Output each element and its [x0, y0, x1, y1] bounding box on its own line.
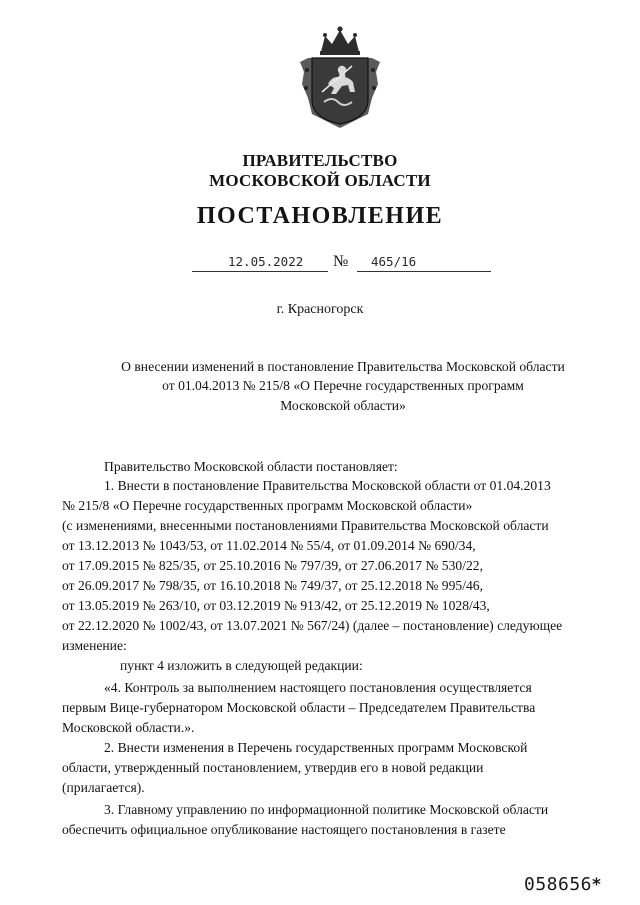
body-line: № 215/8 «О Перечне государственных программ Московской области» — [62, 498, 473, 513]
city-line: г. Красногорск — [276, 302, 364, 317]
body-line: 1. Внести в постановление Правительства Московской области от 01.04.2013 — [104, 478, 551, 493]
body-line: изменение: — [62, 638, 127, 653]
document-subject — [88, 357, 598, 415]
organization-name-line-1: ПРАВИТЕЛЬСТВО — [242, 151, 398, 170]
subject-line: О внесении изменений в постановление Правительства Московской области — [121, 359, 565, 374]
body-line: от 13.12.2013 № 1043/53, от 11.02.2014 № 55/4, от 01.09.2014 № 690/34, — [62, 538, 476, 553]
body-line: от 13.05.2019 № 263/10, от 03.12.2019 № 913/42, от 25.12.2019 № 1028/43, — [62, 598, 490, 613]
number-field — [357, 254, 491, 272]
body-line: первым Вице-губернатором Московской области – Председателем Правительства — [62, 700, 536, 715]
body-line: «4. Контроль за выполнением настоящего постановления осуществляется — [104, 680, 532, 695]
asterisk-icon: * — [592, 875, 602, 895]
subject-line: от 01.04.2013 № 215/8 «О Перечне государственных программ — [162, 378, 524, 394]
body-line: Правительство Московской области постановляет: — [104, 459, 398, 474]
body-line: обеспечить официальное опубликование настоящего постановления в газете — [62, 822, 506, 837]
body-line: от 22.12.2020 № 1002/43, от 13.07.2021 № 567/24) (далее – постановление) следующее — [62, 618, 563, 633]
serial-number: 058656 — [524, 874, 593, 895]
coat-of-arms-emblem — [298, 22, 382, 130]
organization-name-line-2: МОСКОВСКОЙ ОБЛАСТИ — [209, 171, 431, 190]
document-number: 465/16 — [371, 254, 417, 269]
body-line: пункт 4 изложить в следующей редакции: — [120, 658, 363, 673]
number-sign: № — [333, 253, 349, 270]
body-line: от 17.09.2015 № 825/35, от 25.10.2016 № 797/39, от 27.06.2017 № 530/22, — [62, 558, 483, 573]
document-date: 12.05.2022 — [228, 254, 304, 269]
date-field — [192, 254, 328, 272]
serial-number-stamp — [524, 874, 601, 896]
body-line: 2. Внести изменения в Перечень государственных программ Московской — [104, 740, 528, 755]
document-type-title: ПОСТАНОВЛЕНИЕ — [196, 203, 444, 229]
date-number-line — [0, 254, 640, 274]
body-line: от 26.09.2017 № 798/35, от 16.10.2018 № 749/37, от 25.12.2018 № 995/46, — [62, 578, 483, 593]
body-line: 3. Главному управлению по информационной политике Московской области — [104, 802, 549, 817]
body-line: (с изменениями, внесенными постановлениями Правительства Московской области — [62, 518, 549, 533]
subject-line: Московской области» — [280, 397, 406, 413]
body-line: области, утвержденный постановлением, утвердив его в новой редакции — [62, 760, 484, 775]
body-line: (прилагается). — [62, 780, 145, 795]
body-line: Московской области.». — [62, 720, 195, 735]
